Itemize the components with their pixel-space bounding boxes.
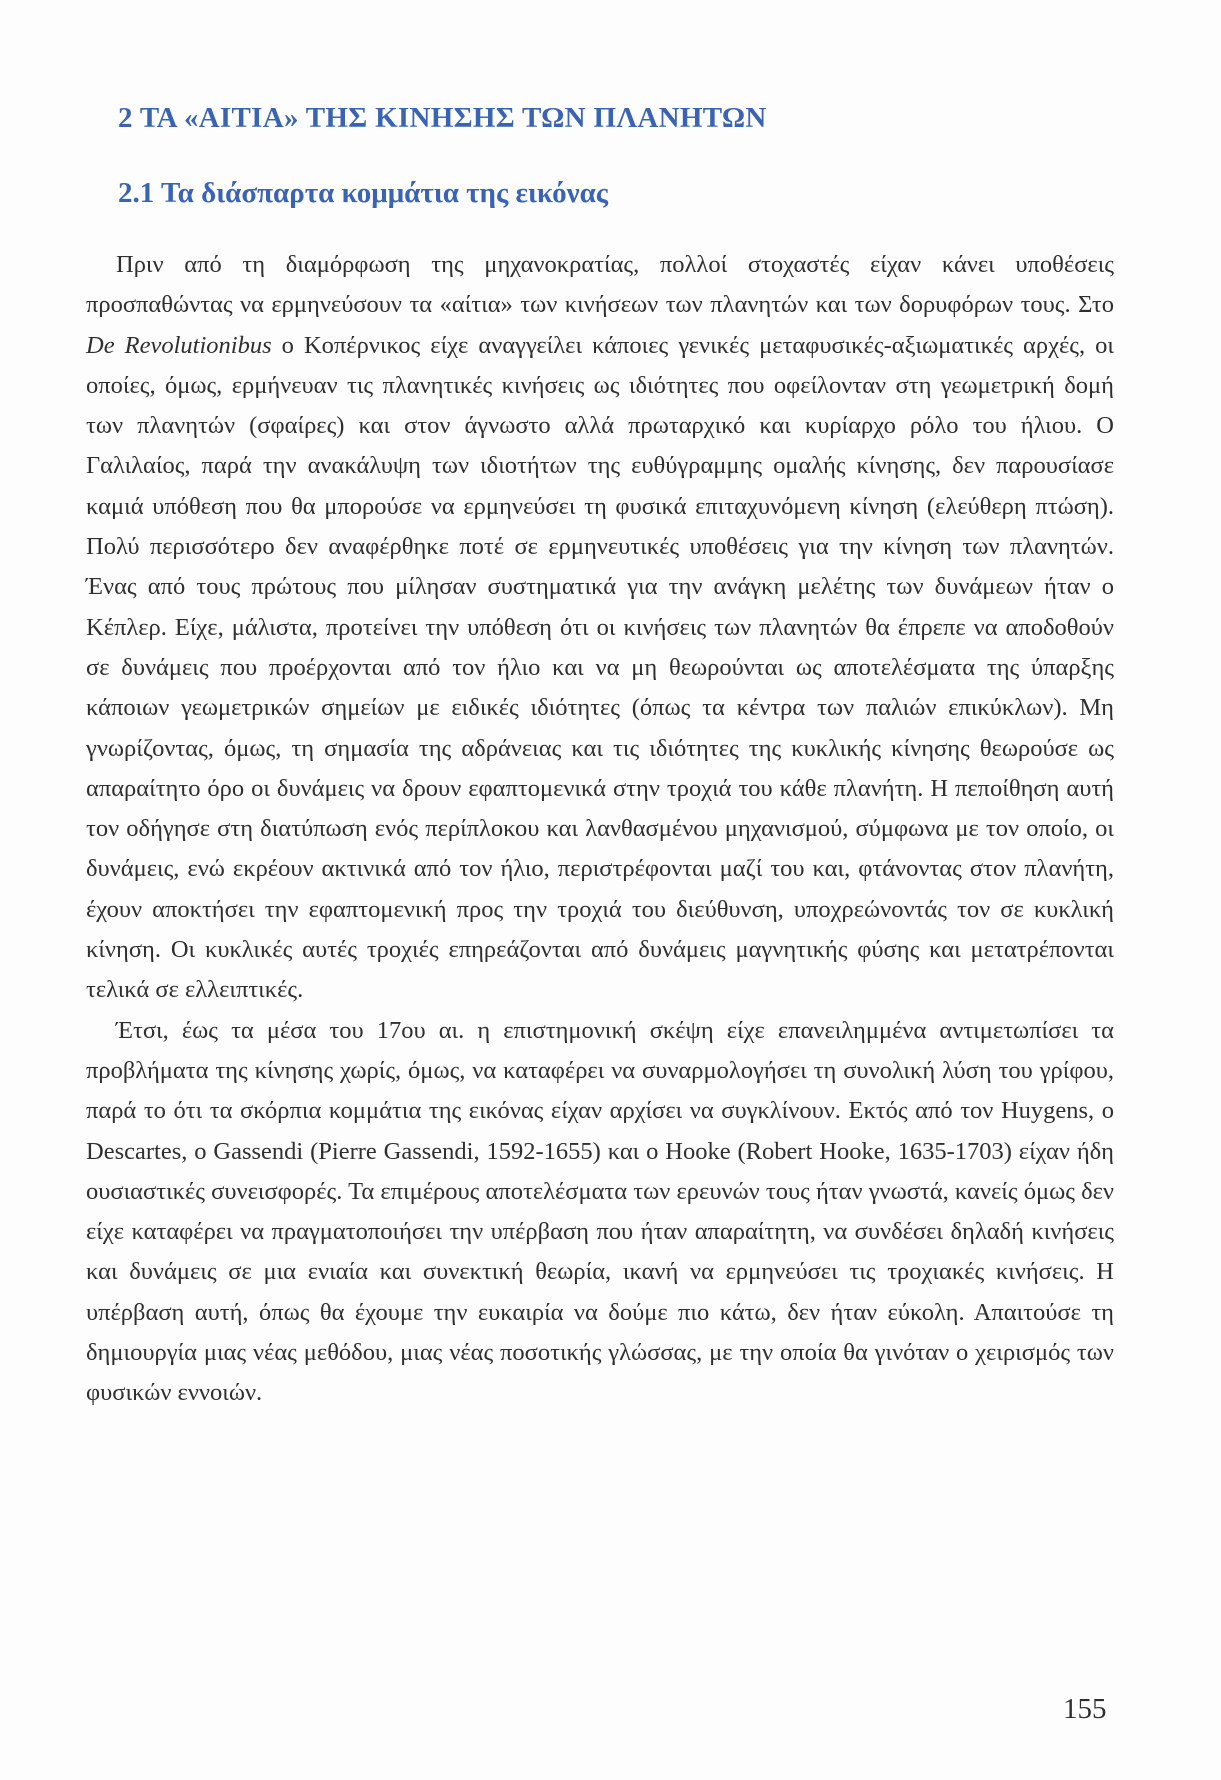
paragraph-2: Έτσι, έως τα μέσα του 17ου αι. η επιστημονική σκέψη είχε επανειλημμένα αντιμετωπίσει τα προβλήματα της κίνησης χωρίς, όμως, να καταφέρει να συναρμολογήσει τη συνολική λύση του γρίφου, παρά το ότι τα σκόρπια κομμάτια της εικόνας είχαν αρχίσει να συγκλίνουν. Εκτός από τον Huygens, ο Descartes, ο Gassendi (Pierre Gassendi, 1592-1655) και ο Hooke (Robert Hooke, 1635-1703) είχαν ήδη ουσιαστικές συνεισφορές. Τα επιμέρους αποτελέσματα των ερευνών τους ήταν γνωστά, κανείς όμως δεν είχε καταφέρει να πραγματοποιήσει την υπέρβαση που ήταν απαραίτητη, να συνδέσει δηλαδή κινήσεις και δυνάμεις σε μια ενιαία και συνεκτική θεωρία, ικανή να ερμηνεύσει τις τροχιακές κινήσεις. Η υπέρβαση αυτή, όπως θα έχουμε την ευκαιρία να δούμε πιο κάτω, δεν ήταν εύκολη. Απαιτούσε τη δημιουργία μιας νέας μεθόδου, μιας νέας ποσοτικής γλώσσας, με την οποία θα γινόταν ο χειρισμός των φυσικών εννοιών. [86,1016,1114,1407]
chapter-title: 2 ΤΑ «ΑΙΤΙΑ» ΤΗΣ ΚΙΝΗΣΗΣ ΤΩΝ ΠΛΑΝΗΤΩΝ [118,102,767,134]
book-title-italic: De Revolutionibus [86,331,272,359]
body-text [86,245,1114,1414]
section-title: 2.1 Τα διάσπαρτα κομμάτια της εικόνας [118,177,608,209]
page-number: 155 [1063,1693,1107,1725]
paragraph-1-rest: ο Κοπέρνικος είχε αναγγείλει κάποιες γενικές μεταφυσικές-αξιωματικές αρχές, οι οποίες, όμως, ερμήνευαν τις πλανητικές κινήσεις ως ιδιότητες που οφείλονταν στη γεωμετρική δομή των πλανητών (σφαίρες) και στον άγνωστο αλλά πρωταρχικό και κυρίαρχο ρόλο του ήλιου. Ο Γαλιλαίος, παρά την ανακάλυψη των ιδιοτήτων της ευθύγραμμης ομαλής κίνησης, δεν παρουσίασε καμιά υπόθεση που θα μπορούσε να ερμηνεύσει τη φυσικά επιταχυνόμενη κίνηση (ελεύθερη πτώση). Πολύ περισσότερο δεν αναφέρθηκε ποτέ σε ερμηνευτικές υποθέσεις για την κίνηση των πλανητών. Ένας από τους πρώτους που μίλησαν συστηματικά για την ανάγκη μελέτης των δυνάμεων ήταν ο Κέπλερ. Είχε, μάλιστα, προτείνει την υπόθεση ότι οι κινήσεις των πλανητών θα έπρεπε να αποδοθούν σε δυνάμεις που προέρχονται από τον ήλιο και να μη θεωρούνται ως αποτελέσματα της ύπαρξης κάποιων γεωμετρικών σημείων με ειδικές ιδιότητες (όπως τα κέντρα των παλιών επικύκλων). Μη γνωρίζοντας, όμως, τη σημασία της αδράνειας και τις ιδιότητες της κυκλικής κίνησης θεωρούσε ως απαραίτητο όρο οι δυνάμεις να δρουν εφαπτομενικά στην τροχιά του κάθε πλανήτη. Η πεποίθηση αυτή τον οδήγησε στη διατύπωση ενός περίπλοκου και λανθασμένου μηχανισμού, σύμφωνα με τον οποίο, οι δυνάμεις, ενώ εκρέουν ακτινικά από τον ήλιο, περιστρέφονται μαζί του και, φτάνοντας στον πλανήτη, έχουν αποκτήσει την εφαπτομενική προς την τροχιά του διεύθυνση, υποχρεώνοντάς τον σε κυκλική κίνηση. Οι κυκλικές αυτές τροχιές επηρεάζονται από δυνάμεις μαγνητικής φύσης και μετατρέπονται τελικά σε ελλειπτικές. [86,331,1114,1004]
paragraph-1 [86,245,1114,1011]
paragraph-1-start: Πριν από τη διαμόρφωση της μηχανοκρατίας, πολλοί στοχαστές είχαν κάνει υποθέσεις προσπαθώντας να ερμηνεύσουν τα «αίτια» των κινήσεων των πλανητών και των δορυφόρων τους. Στο [86,251,1114,319]
